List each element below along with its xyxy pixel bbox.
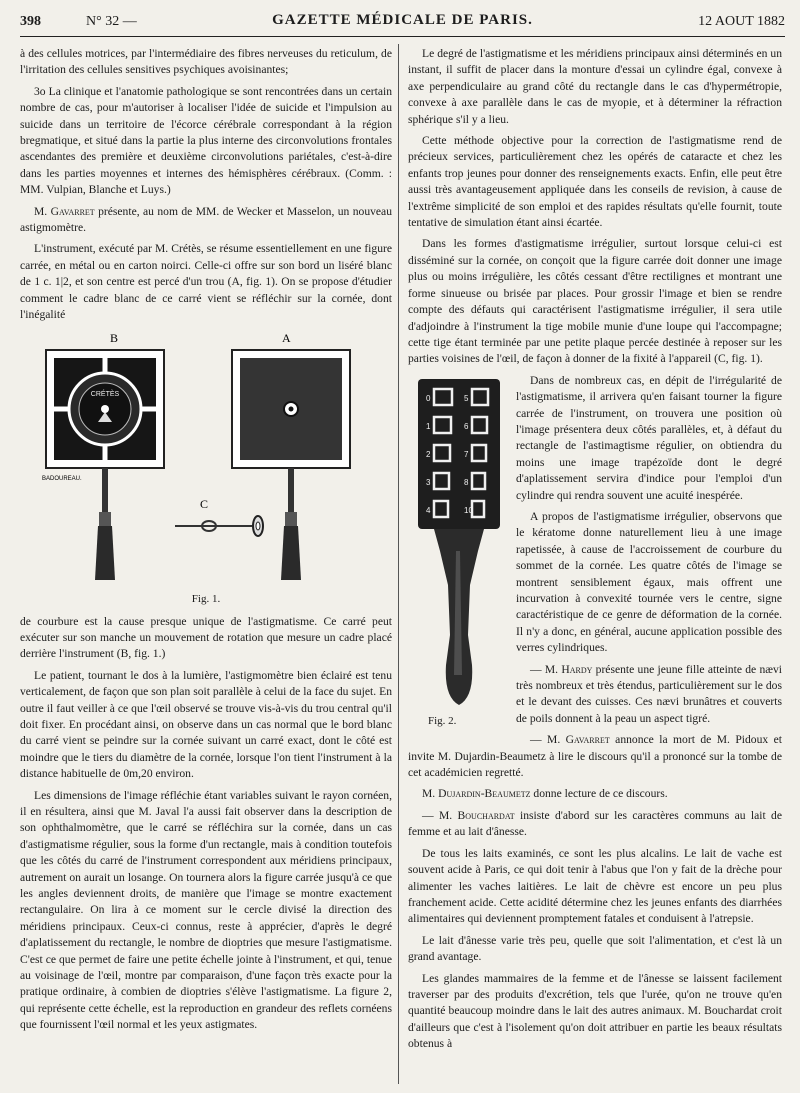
- maker-mark: CRÉTÈS: [90, 390, 120, 398]
- engraver-signature: BADOUREAU.: [42, 475, 82, 482]
- paragraph: — M. Bouchardat insiste d'abord sur les caractères communs au lait de femme et au lait d'ânesse.: [408, 808, 782, 839]
- paragraph: — M. Hardy présente une jeune fille atteinte de nævi très nombreux et très étendus, particulièrement sur le dos et le devant des cuisses. Ces nævi brunâtres et couverts de poils donnent à la peau un aspect tigré.: [516, 662, 782, 725]
- figure-2: [408, 375, 508, 735]
- paragraph: L'instrument, exécuté par M. Crétès, se résume essentiellement en une figure carrée, en métal ou en carton noirci. Celle-ci offre sur son bord un liséré blanc de 1 c. 1|2, et son centre est percé d'un trou (A, fig. 1). On se propose d'étudier comment le cadre blanc de ce carré vient se réfléchir sur la cornée, dont l'inégalité: [20, 242, 392, 322]
- label-a: A: [282, 330, 291, 345]
- reflection-cell-number: 10: [464, 505, 473, 515]
- reflection-cell-number: 4: [426, 505, 431, 515]
- reflection-cell-number: 6: [464, 421, 469, 431]
- reflection-cell-number: 2: [426, 449, 431, 459]
- speaker-name: — M. Bouchardat: [422, 808, 515, 822]
- paragraph: à des cellules motrices, par l'intermédiaire des fibres nerveuses du reticulum, de l'irritation des cellules sensitives psychiques avoisinantes;: [20, 47, 392, 77]
- paragraph: M. Gavarret présente, au nom de MM. de Wecker et Masselon, un nouveau astigmomètre.: [20, 204, 392, 235]
- paragraph: 3o La clinique et l'anatomie pathologique se sont rencontrées dans un certain nombre de cas, pour m'autoriser à localiser l'idée de suicide et l'impulsion au suicide dans un territoire de l'écorce cérébrale correspondant à la région bregmatique, et situé dans la partie la plus interne des circonvolutions frontales ascendantes des première et deuxième circonvolutions pariétales, c'est-à-dire dans les parties moyennes et internes des hémisphères cérébraux. (Comm. : MM. Vulpian, Blanche et Luys.): [20, 84, 392, 197]
- reflection-cell-number: 0: [426, 393, 431, 403]
- paragraph: Cette méthode objective pour la correction de l'astigmatisme rend de précieux services, particulièrement chez les opérés de cataracte et chez les enfants trop jeunes pour donner des renseignements exacts. Enfin, elle peut être aussi très avantageusement appliquée dans les conseils de revision, à cause de l'extrême simplicité de son emploi et des rapides résultats qu'elle fournit, toute tentative de simulation étant ainsi écartée.: [408, 134, 782, 230]
- page-number: 398: [20, 14, 41, 29]
- paragraph: De tous les laits examinés, ce sont les plus alcalins. Le lait de vache est souvent acide à Paris, ce qui doit tenir à l'abus que l'on y fait de la drèche pour alimenter les vaches laitières. Le lait de chèvre est encore un peu plus franchement acide. Cette acidité détermine chez les jeunes enfants des diarrhées alimentaires qui deviennent promptement fatales et conduisent à l'atrepsie.: [408, 846, 782, 926]
- figure-2-caption: Fig. 2.: [428, 714, 457, 727]
- paragraph: M. Dujardin-Beaumetz donne lecture de ce discours.: [422, 787, 668, 801]
- paragraph: Le degré de l'astigmatisme et les méridiens principaux ainsi déterminés en un instant, il suffit de placer dans la monture d'essai un cylindre égal, convexe à axe perpendiculaire au grand côté du rectangle dans le cas d'hypermétropie, convexe à axe parallèle dans le cas de myopie, et à déterminer la réfraction sphérique s'il y a lieu.: [408, 47, 782, 126]
- paragraph: Les dimensions de l'image réfléchie étant variables suivant le rayon cornéen, il en résultera, ainsi que M. Javal l'a aussi fait observer dans la description de son ophthalmomètre, que le carré se réfléchira sur la cornée, dans un cas d'astigmatisme régulier, sous la forme d'un rectangle, mais à condition toutefois que les côtés du carré de l'instrument correspondent aux méridiens principaux, autrement on aurait un losange. On tournera alors la figure carrée jusqu'à ce que les angles deviennent droits, de manière que l'image se montre exactement rectangulaire. On lira à ce moment sur le cercle divisé la direction des méridiens principaux. Ceux-ci connus, reste à apprécier, d'après le degré d'aplatissement du rectangle, le nombre de dioptries que mesure l'astigmatisme. C'est ce que permet de faire une petite échelle jointe à l'instrument, et qui, tenue au voisinage de l'œil, montre par comparaison, d'une façon très exacte pour la pratique ordinaire, à combien de dioptries s'élève l'astigmatisme. La figure 2, qui représente cette échelle, est la reproduction en grandeur des reflets cornéens que fournissent l'œil normal et les yeux astigmates.: [20, 788, 392, 1032]
- paragraph: Le lait d'ânesse varie très peu, quelle que soit l'alimentation, et c'est là un grand avantage.: [408, 933, 782, 964]
- reflection-cell-number: 1: [426, 421, 431, 431]
- page-header: [20, 10, 785, 37]
- paragraph: Dans de nombreux cas, en dépit de l'irrégularité de l'astigmatisme, il arrivera qu'en faisant tourner la figure carrée de l'instrument, on trouvera une position où l'image présentera deux côtés parallèles, et, à défaut du rectangle de l'astimagtisme régulier, on obtiendra du moins une image trapézoïde dont le degré d'aplatissement servira d'indice pour l'emploi d'un cylindre qui rendra souvent une acuité inespérée.: [516, 373, 782, 502]
- label-b: B: [110, 330, 119, 345]
- paragraph: Dans les formes d'astigmatisme irrégulier, surtout lorsque celui-ci est disséminé sur la cornée, on conçoit que la figure carrée doit donner une image plus ou moins irrégulière, les côtés cessant d'être rectilignes et montrant une forme sinueuse ou brisée par places. Pour grossir l'image et bien se rendre compte des défauts qui caractérisent l'astigmatisme irrégulier, il sera utile d'adjoindre à l'instrument la tige mobile munie d'une loupe qui l'accompagne; cette tige étant terminée par une petite plaque percée destinée à reposer sur les parties voisines de l'œil, de façon à donner de la fixité à l'appareil (C, fig. 1).: [408, 237, 782, 366]
- column-divider: [398, 44, 399, 1084]
- reflection-cell-number: 7: [464, 449, 469, 459]
- speaker-name: M. Gavarret: [34, 204, 95, 218]
- right-column: [408, 46, 782, 1058]
- paragraph: Les glandes mammaires de la femme et de l'ânesse se laissent facilement traverser par des produits d'excrétion, tels que l'urée, qu'on ne trouve qu'en quantité beaucoup moindre dans le lait des autres animaux. M. Bouchardat croit d'ailleurs que c'est à l'isolement qu'on doit attribuer en partie les beaux résultats obtenus à: [408, 971, 782, 1051]
- left-column: [20, 46, 392, 1039]
- reflection-cell-number: 8: [464, 477, 469, 487]
- astigmometer-illustration: [20, 330, 392, 592]
- paragraph: de courbure est la cause presque unique de l'astigmatisme. Ce carré peut exécuter sur son manche un mouvement de rotation que mesure un cadre placé derrière l'instrument (B, fig. 1.): [20, 614, 392, 661]
- astigmatism-scale-illustration: [408, 375, 508, 711]
- issue-date: 12 AOUT 1882: [698, 14, 785, 29]
- label-c: C: [200, 496, 209, 511]
- journal-title: GAZETTE MÉDICALE DE PARIS.: [272, 12, 533, 28]
- figure-1-caption: Fig. 1.: [191, 593, 221, 606]
- paragraph: — M. Gavarret annonce la mort de M. Pidoux et invite M. Dujardin-Beaumetz à lire le discours qu'il a prononcé sur la tombe de cet académicien regretté.: [408, 733, 782, 780]
- reflection-cell-number: 5: [464, 393, 469, 403]
- speaker-name: M. Dujardin-Beaumetz: [422, 787, 531, 801]
- speaker-name: — M. Gavarret: [530, 733, 610, 747]
- issue-number: N° 32 —: [86, 14, 137, 29]
- speaker-name: — M. Hardy: [530, 662, 593, 676]
- paragraph: Le patient, tournant le dos à la lumière, l'astigmomètre bien éclairé est tenu verticalement, de façon que son plan soit parallèle à celui de la face du sujet. En outre il faut veiller à ce que l'œil observé se trouve vis-à-vis du trou central qu'il doit fixer. En procédant ainsi, on observe dans un cas normal que le bord blanc du carré vient se peindre sur la cornée suivant un carré exact, dont le côté est moindre que le tiers du diamètre de la cornée, lorsque l'on tient l'instrument à la distance habituelle de 0m,20 environ.: [20, 668, 392, 781]
- paragraph: A propos de l'astigmatisme irrégulier, observons que le kératome donne naturellement lieu à une image rapetissée, à cause de l'accroissement de courbure du sommet de la cornée. Les quatre côtés de l'image se montrent sensiblement égaux, mais offrent une incurvation à convexité tournée vers le centre, signe caractéristique de ce genre de déformation de la cornée. Il n'y a donc, en général, aucune application possible des verres cylindriques.: [516, 509, 782, 655]
- reflection-cell-number: 3: [426, 477, 431, 487]
- figure-1: [20, 330, 392, 608]
